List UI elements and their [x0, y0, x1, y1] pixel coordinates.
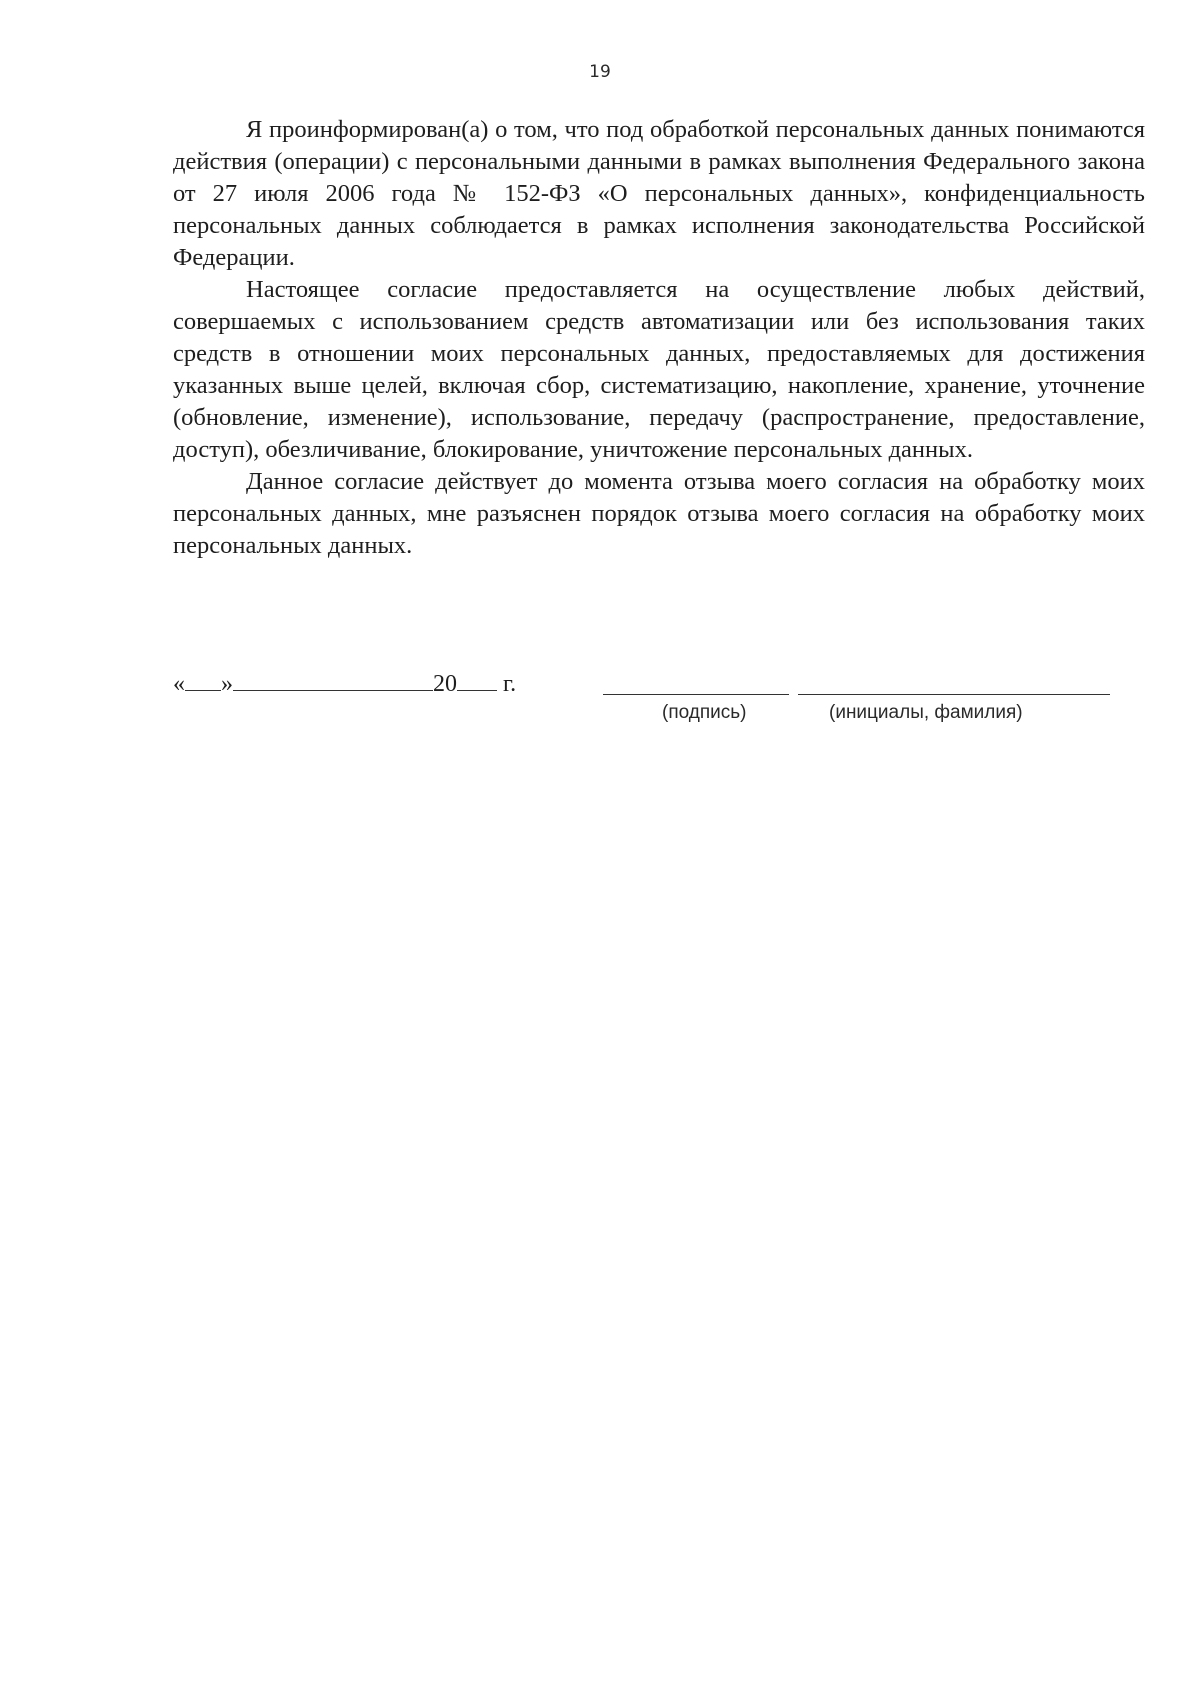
paragraph-informed: Я проинформирован(а) о том, что под обработкой персональных данных понимаются действия (операции) с персональными данными в рамках выполнения Федерального закона от 27 июля 2006 года № 152-ФЗ «О персональных данных», конфиденциальность персональных данных соблюдается в рамках исполнения законодательства Российской Федерации.	[173, 116, 1145, 271]
date-close-quote: »	[221, 671, 233, 697]
name-caption: (инициалы, фамилия)	[829, 702, 1023, 723]
paragraph-consent-scope: Настоящее согласие предоставляется на осуществление любых действий, совершаемых с использованием средств автоматизации или без использования таких средств в отношении моих персональных данных, предоставляемых для достижения указанных выше целей, включая сбор, систематизацию, накопление, хранение, уточнение (обновление, изменение), использование, передачу (распространение, предоставление, доступ), обезличивание, блокирование, уничтожение персональных данных.	[173, 276, 1145, 463]
signature-caption: (подпись)	[662, 702, 747, 723]
name-line[interactable]	[798, 694, 1110, 695]
paragraph-consent-validity: Данное согласие действует до момента отзыва моего согласия на обработку моих персональных данных, мне разъяснен порядок отзыва моего согласия на обработку моих персональных данных.	[173, 468, 1145, 559]
page-number: 19	[589, 62, 611, 82]
year-blank[interactable]	[457, 668, 497, 691]
year-suffix: г.	[503, 671, 517, 697]
signature-line[interactable]	[603, 694, 789, 695]
consent-text	[173, 114, 1145, 562]
date-open-quote: «	[173, 671, 185, 697]
month-blank[interactable]	[233, 668, 433, 691]
day-blank[interactable]	[185, 668, 221, 691]
date-field	[173, 668, 516, 698]
year-prefix: 20	[433, 671, 457, 697]
